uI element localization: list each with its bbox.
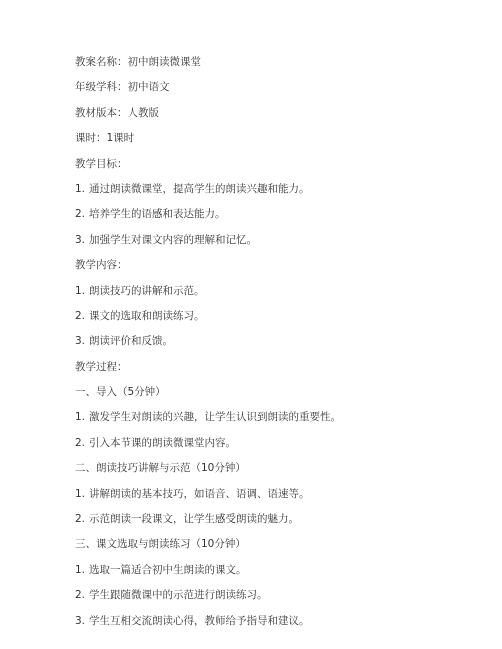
item-text: 学生跟随微课中的示范进行朗读练习。 xyxy=(89,589,268,602)
item-text: 加强学生对课文内容的理解和记忆。 xyxy=(89,233,257,246)
list-item xyxy=(75,488,475,501)
item-text: 示范朗读一段课文，让学生感受朗读的魅力。 xyxy=(89,513,299,526)
item-text: 学生互相交流朗读心得，教师给予指导和建议。 xyxy=(89,614,310,627)
item-text: 朗读技巧的讲解和示范。 xyxy=(89,284,205,297)
item-text: 课文的选取和朗读练习。 xyxy=(89,309,205,322)
item-text: 选取一篇适合初中生朗读的课文。 xyxy=(89,563,247,576)
item-text: 讲解朗读的基本技巧，如语音、语调、语速等。 xyxy=(89,487,310,500)
item-number: 3. xyxy=(75,233,86,246)
textbook-version: 教材版本：人教版 xyxy=(75,106,159,119)
item-number: 1. xyxy=(75,411,86,424)
document-body xyxy=(75,56,475,640)
list-item xyxy=(75,335,475,348)
goals-heading: 教学目标： xyxy=(75,157,128,170)
list-item xyxy=(75,411,475,424)
list-item xyxy=(75,208,475,221)
list-item xyxy=(75,513,475,526)
class-hours: 课时：1课时 xyxy=(75,132,135,145)
grade-subject: 年级学科：初中语文 xyxy=(75,81,170,94)
item-number: 1. xyxy=(75,563,86,576)
item-number: 3. xyxy=(75,614,86,627)
list-item xyxy=(75,437,475,450)
section-title: 一、导入（5分钟） xyxy=(75,386,166,399)
item-number: 2. xyxy=(75,309,86,322)
item-number: 1. xyxy=(75,487,86,500)
list-item xyxy=(75,589,475,602)
item-text: 通过朗读微课堂，提高学生的朗读兴趣和能力。 xyxy=(89,182,310,195)
item-number: 2. xyxy=(75,436,86,449)
section-title: 二、朗读技巧讲解与示范（10分钟） xyxy=(75,462,246,475)
lesson-title: 教案名称：初中朗读微课堂 xyxy=(75,56,201,68)
list-item xyxy=(75,310,475,323)
list-item xyxy=(75,234,475,247)
item-number: 2. xyxy=(75,513,86,526)
item-number: 3. xyxy=(75,335,86,348)
list-item xyxy=(75,183,475,196)
item-number: 1. xyxy=(75,284,86,297)
section-title: 三、课文选取与朗读练习（10分钟） xyxy=(75,538,246,551)
list-item xyxy=(75,285,475,298)
list-item xyxy=(75,615,475,628)
item-number: 2. xyxy=(75,589,86,602)
content-heading: 教学内容： xyxy=(75,259,128,272)
item-text: 激发学生对朗读的兴趣，让学生认识到朗读的重要性。 xyxy=(89,411,341,424)
item-number: 2. xyxy=(75,208,86,221)
item-text: 朗读评价和反馈。 xyxy=(89,335,173,348)
process-heading: 教学过程： xyxy=(75,360,128,373)
item-text: 引入本节课的朗读微课堂内容。 xyxy=(89,436,236,449)
list-item xyxy=(75,564,475,577)
item-text: 培养学生的语感和表达能力。 xyxy=(89,208,226,221)
item-number: 1. xyxy=(75,182,86,195)
